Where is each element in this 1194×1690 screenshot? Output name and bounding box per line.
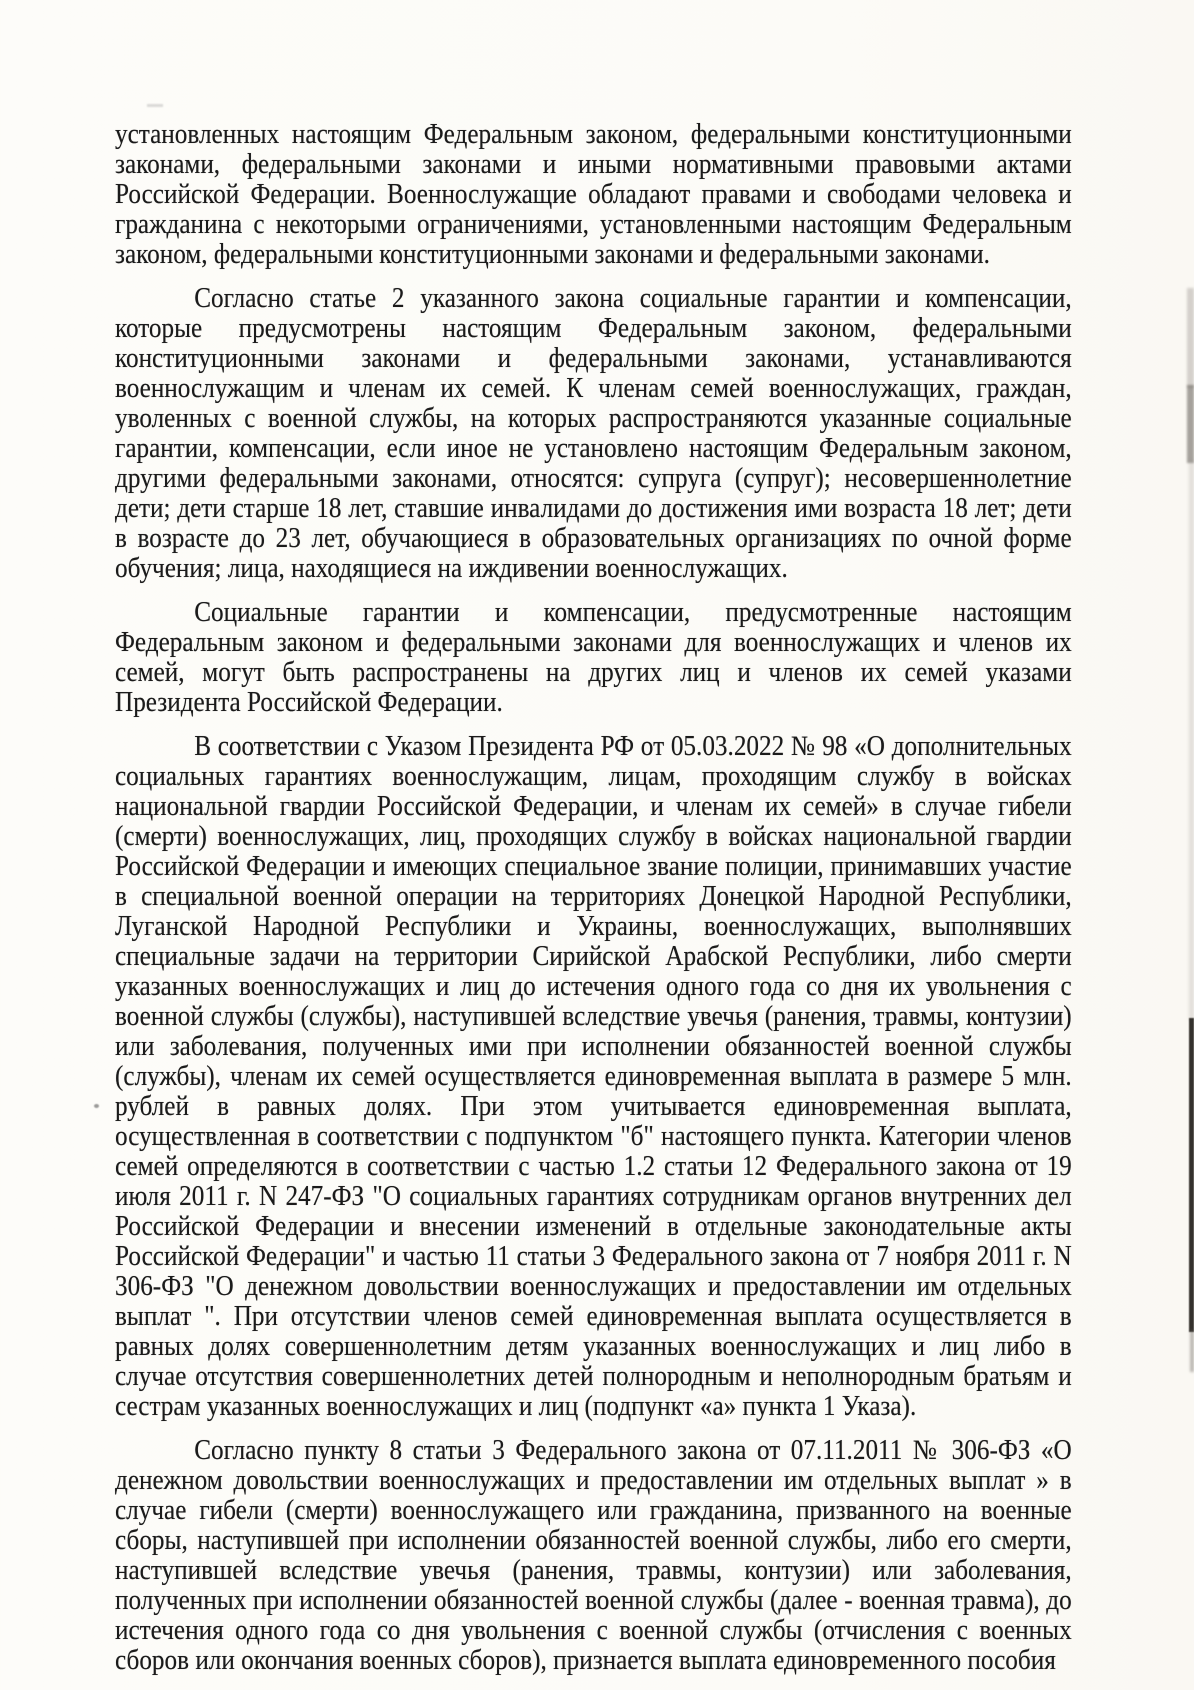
scan-smudge-top — [147, 104, 163, 107]
paragraph: установленных настоящим Федеральным законом, федеральными конституционными законами, федеральными законами и иными нормативными правовыми актами Российской Федерации. Военнослужащие обладают правами и свободами человека и гражданина с некоторыми ограничениями, установленными настоящим Федеральным законом, федеральными конституционными законами и федеральными законами. — [115, 119, 1072, 270]
paragraph: В соответствии с Указом Президента РФ от 05.03.2022 № 98 «О дополнительных социальных гарантиях военнослужащим, лицам, проходящим службу в войсках национальной гвардии Российской Федерации, и членам их семей» в случае гибели (смерти) военнослужащих, лиц, проходящих службу в войсках национальной гвардии Российской Федерации и имеющих специальное звание полиции, принимавших участие в специальной военной операции на территориях Донецкой Народной Республики, Луганской Народной Республики и Украины, военнослужащих, выполнявших специальные задачи на территории Сирийской Арабской Республики, либо смерти указанных военнослужащих и лиц до истечения одного года со дня их увольнения с военной службы (службы), наступившей вследствие увечья (ранения, травмы, контузии) или заболевания, полученных ими при исполнении обязанностей военной службы (службы), членам их семей осуществляется единовременная выплата в размере 5 млн. рублей в равных долях. При этом учитывается единовременная выплата, осуществленная в соответствии с подпунктом "б" настоящего пункта. Категории членов семей определяются в соответствии с частью 1.2 статьи 12 Федерального закона от 19 июля 2011 г. N 247-ФЗ "О социальных гарантиях сотрудникам органов внутренних дел Российской Федерации и внесении изменений в отдельные законодательные акты Российской Федерации" и частью 11 статьи 3 Федерального закона от 7 ноября 2011 г. N 306-ФЗ "О денежном довольствии военнослужащих и предоставлении им отдельных выплат ". При отсутствии членов семей единовременная выплата осуществляется в равных долях совершеннолетним детям указанных военнослужащих и лиц либо в случае отсутствия совершеннолетних детей полнородным и неполнородным братьям и сестрам указанных военнослужащих и лиц (подпункт «а» пункта 1 Указа). — [115, 731, 1072, 1422]
scan-edge-streak — [1190, 1330, 1194, 1372]
document-text-block — [115, 120, 1072, 1690]
paragraph: Согласно пункту 8 статьи 3 Федерального закона от 07.11.2011 № 306-ФЗ «О денежном довольствии военнослужащих и предоставлении им отдельных выплат » в случае гибели (смерти) военнослужащего или гражданина, призванного на военные сборы, наступившей при исполнении обязанностей военной службы, либо его смерти, наступившей вследствие увечья (ранения, травмы, контузии) или заболевания, полученных при исполнении обязанностей военной службы (далее - военная травма), до истечения одного года со дня увольнения с военной службы (отчисления с военных сборов или окончания военных сборов), признается выплата единовременного пособия — [115, 1435, 1072, 1676]
scan-edge-dark-bar — [1189, 1018, 1194, 1332]
scan-speck — [94, 1104, 99, 1108]
paragraph: Согласно статье 2 указанного закона социальные гарантии и компенсации, которые предусмотрены настоящим Федеральным законом, федеральными конституционными законами и федеральными законами, устанавливаются военнослужащим и членам их семей. К членам семей военнослужащих, граждан, уволенных с военной службы, на которых распространяются указанные социальные гарантии, компенсации, если иное не установлено настоящим Федеральным законом, другими федеральными законами, относятся: супруга (супруг); несовершеннолетние дети; дети старше 18 лет, ставшие инвалидами до достижения ими возраста 18 лет; дети в возрасте до 23 лет, обучающиеся в образовательных организациях по очной форме обучения; лица, находящиеся на иждивении военнослужащих. — [115, 283, 1072, 584]
scan-edge-streak — [1187, 385, 1194, 463]
scan-edge-streak — [1187, 288, 1194, 388]
scan-edge-streak — [1189, 460, 1194, 1020]
paragraph: Социальные гарантии и компенсации, предусмотренные настоящим Федеральным законом и федеральными законами для военнослужащих и членов их семей, могут быть распространены на других лиц и членов их семей указами Президента Российской Федерации. — [115, 597, 1072, 718]
